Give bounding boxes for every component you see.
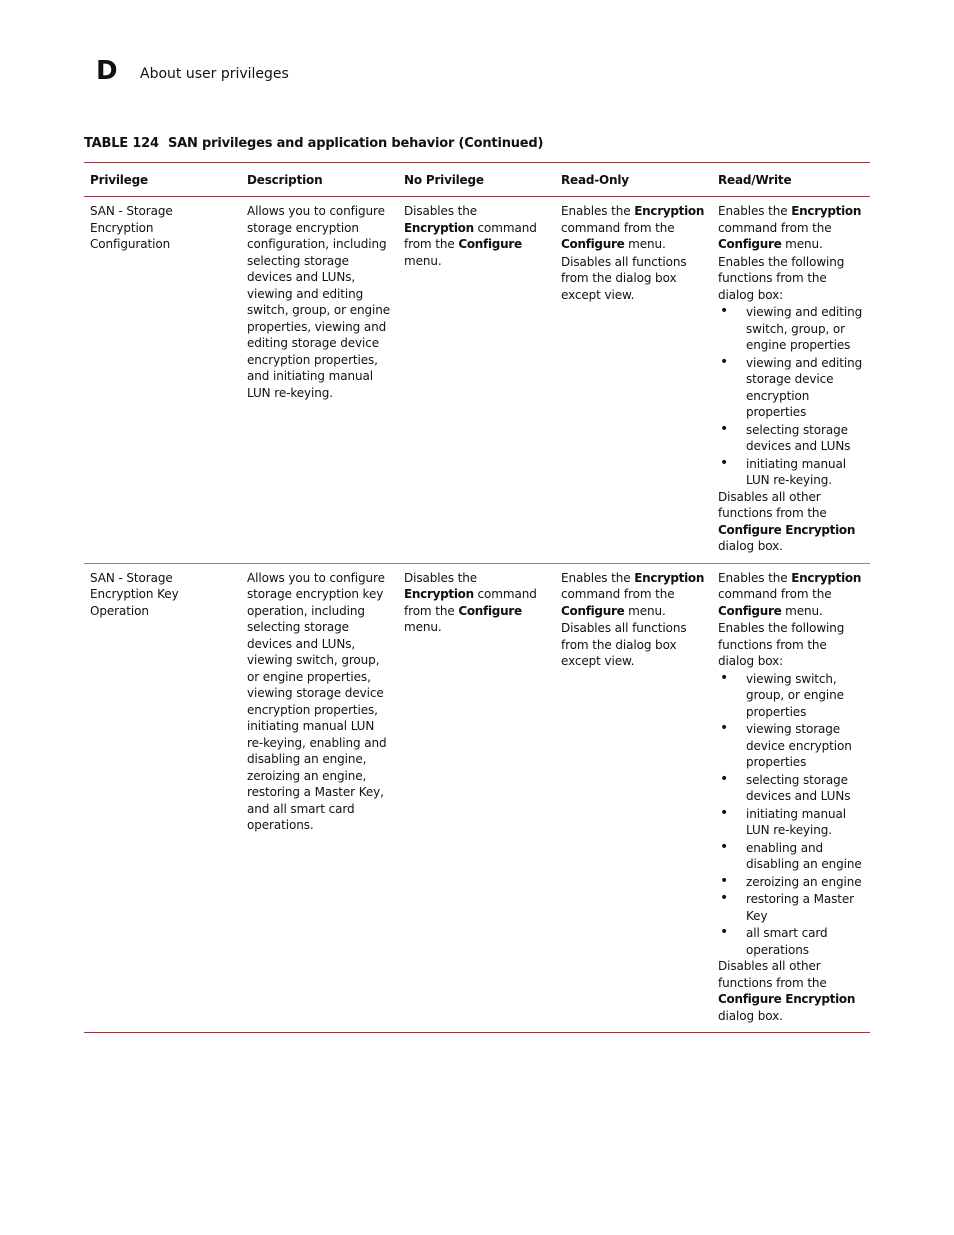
bullet-icon: • [720, 924, 729, 940]
list-item-text: selecting storage devices and LUNs [746, 422, 851, 453]
table-row [84, 197, 870, 563]
text: menu. [624, 603, 666, 618]
text: menu. [404, 620, 442, 634]
list-item-text: initiating manual LUN re-keying. [746, 456, 846, 487]
list-item-text: enabling and disabling an engine [746, 840, 862, 871]
table-caption [84, 136, 543, 152]
column-header-read-write: Read/Write [718, 172, 792, 187]
list-item [718, 355, 864, 421]
list-item-text: selecting storage devices and LUNs [746, 772, 851, 803]
menu-name: Configure [561, 237, 625, 251]
bullet-icon: • [720, 804, 729, 821]
menu-name: Configure [718, 237, 782, 251]
privilege-cell: SAN - Storage Encryption Key Operation [90, 570, 179, 618]
bullet-icon: • [720, 303, 729, 319]
text: menu. [404, 253, 442, 268]
text: Enables the [561, 204, 635, 218]
no-privilege-cell [398, 197, 555, 563]
list-item-text: initiating manual LUN re-keying. [746, 806, 846, 837]
command-name: Encryption [404, 220, 474, 235]
column-header-no-privilege: No Privilege [404, 172, 484, 187]
read-only-cell [555, 564, 712, 1033]
text: Disables the [404, 570, 478, 585]
text: Disables all other functions from the [718, 489, 827, 520]
bullet-icon: • [720, 838, 729, 855]
bullet-icon: • [720, 872, 729, 889]
bullet-icon: • [720, 890, 729, 906]
list-item [718, 891, 864, 924]
bullet-icon: • [720, 720, 729, 736]
text: command from the [561, 587, 675, 601]
list-item-text: zeroizing an engine [746, 874, 862, 889]
text: Disables the [404, 204, 478, 218]
column-header-privilege: Privilege [90, 172, 148, 187]
command-name: Encryption [791, 204, 862, 218]
dialog-name: Configure Encryption [718, 992, 856, 1006]
text: menu. [781, 603, 823, 618]
list-item [718, 671, 864, 721]
table-bottom-rule [84, 1032, 870, 1033]
list-item-text: viewing storage device encryption properties [746, 722, 852, 769]
paragraph: Disables all functions from the dialog box except view. [561, 621, 687, 668]
text: Enables the [718, 570, 792, 585]
text: dialog box. [718, 539, 783, 553]
text: command from the [561, 220, 675, 235]
text: Disables all other functions from the [718, 959, 827, 990]
list-item [718, 304, 864, 354]
menu-name: Configure [458, 237, 522, 251]
table-title: SAN privileges and application behavior (Continued) [168, 136, 544, 151]
text: command from the [718, 220, 832, 235]
no-privilege-cell [398, 564, 555, 1033]
list-item-text: all smart card operations [746, 926, 828, 957]
paragraph: Enables the following functions from the dialog box: [718, 621, 845, 668]
text: command from the [718, 587, 832, 601]
list-item-text: viewing and editing storage device encryption properties [746, 355, 863, 419]
privilege-cell: SAN - Storage Encryption Configuration [90, 204, 173, 251]
list-item-text: viewing switch, group, or engine properties [746, 671, 844, 719]
text: Enables the [561, 570, 635, 585]
read-write-cell [712, 197, 870, 563]
list-item [718, 422, 864, 455]
column-header-description: Description [247, 172, 323, 187]
read-only-cell [555, 197, 712, 563]
menu-name: Configure [561, 603, 625, 618]
list-item [718, 874, 864, 891]
read-write-cell [712, 564, 870, 1033]
command-name: Encryption [791, 570, 862, 585]
menu-name: Configure [458, 603, 522, 618]
bullet-icon: • [720, 454, 729, 471]
list-item [718, 721, 864, 771]
list-item [718, 925, 864, 958]
menu-name: Configure [718, 603, 782, 618]
bullet-icon: • [720, 353, 729, 370]
command-name: Encryption [634, 570, 705, 585]
text: menu. [624, 237, 666, 251]
list-item [718, 456, 864, 489]
list-item [718, 772, 864, 805]
running-header-title: About user privileges [140, 66, 289, 82]
text: command from the [404, 220, 537, 251]
paragraph: Disables all functions from the dialog box except view. [561, 254, 687, 302]
paragraph: Enables the following functions from the dialog box: [718, 254, 845, 302]
table-header-row [84, 163, 870, 196]
text: dialog box. [718, 1008, 783, 1023]
description-cell: Allows you to configure storage encryption configuration, including selecting storage devices and LUNs, viewing and editing switch, group, or engine properties, viewing and editing storage device encryption properties, and initiating manual LUN re-keying. [247, 204, 391, 400]
text: menu. [781, 237, 823, 251]
command-name: Encryption [634, 204, 705, 218]
dialog-name: Configure Encryption [718, 522, 856, 537]
column-header-read-only: Read-Only [561, 172, 629, 187]
table-row [84, 564, 870, 1033]
list-item [718, 806, 864, 839]
text: command from the [404, 587, 537, 618]
list-item [718, 840, 864, 873]
table-number: TABLE 124 [84, 136, 159, 151]
bullet-icon: • [720, 669, 729, 686]
command-name: Encryption [404, 587, 474, 601]
bullet-icon: • [720, 420, 729, 437]
description-cell: Allows you to configure storage encryption key operation, including selecting storage devices and LUNs, viewing switch, group, or engine properties, viewing storage device encryption properties, initiating manual LUN re-keying, enabling and disabling an engine, zeroizing an engine, restoring a Master Key, and all smart card operations. [247, 570, 387, 832]
appendix-letter: D [96, 56, 118, 86]
list-item-text: restoring a Master Key [746, 892, 855, 923]
list-item-text: viewing and editing switch, group, or engine properties [746, 305, 863, 352]
bullet-icon: • [720, 770, 729, 787]
text: Enables the [718, 204, 792, 218]
privileges-table [84, 162, 870, 1033]
